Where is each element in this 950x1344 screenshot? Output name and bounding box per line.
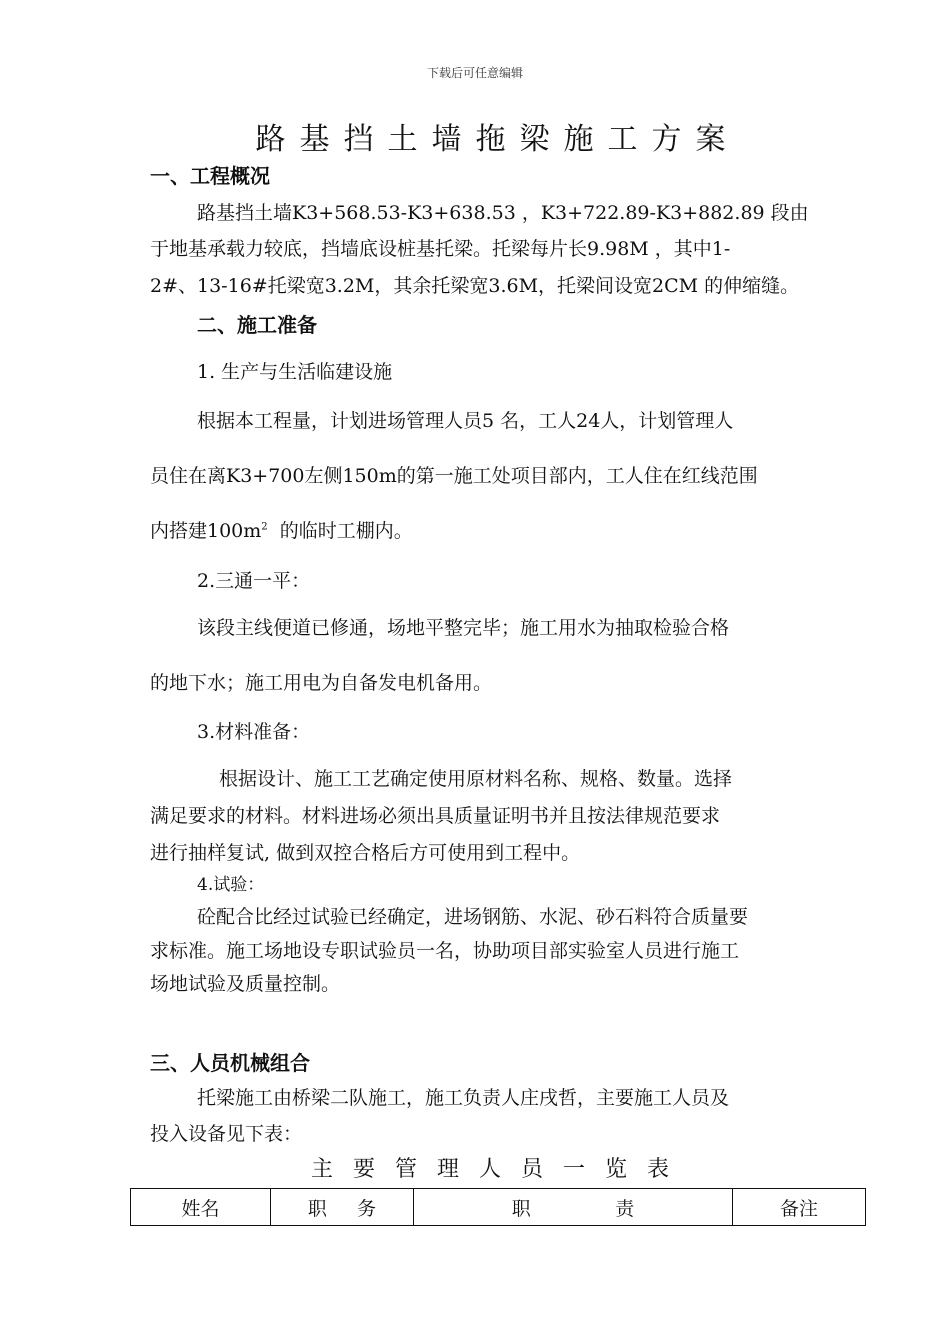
item-3-title: 3.材料准备：	[197, 721, 311, 743]
paragraph-line: 路基挡土墙K3+568.53-K3+638.53 ，K3+722.89-K3+882.89 段由	[197, 202, 809, 224]
paragraph-line: 进行抽样复试, 做到双控合格后方可使用到工程中。	[150, 842, 581, 864]
header-cell-position: 职 务	[271, 1189, 414, 1226]
header-cell-remarks: 备注	[733, 1189, 866, 1226]
text: 的临时工棚内。	[267, 520, 413, 542]
paragraph-line: 于地基承载力较底，挡墙底设桩基托梁。托梁每片长9.98M ，其中1-	[150, 238, 731, 260]
section-3-heading: 三、人员机械组合	[150, 1051, 310, 1075]
paragraph-line: 的地下水；施工用电为自备发电机备用。	[150, 672, 493, 694]
document-title: 路基挡土墙拖梁施工方案	[255, 122, 740, 157]
header-cell-duty: 职 责	[414, 1189, 733, 1226]
header-cell-name: 姓名	[131, 1189, 271, 1226]
section-1-heading: 一、工程概况	[150, 164, 270, 188]
paragraph-line: 根据本工程量，计划进场管理人员5 名，工人24人，计划管理人	[197, 410, 734, 432]
paragraph-line: 根据设计、施工工艺确定使用原材料名称、规格、数量。选择	[219, 768, 733, 790]
area-text: 内搭建100m	[150, 520, 262, 542]
paragraph-line: 求标准。施工场地设专职试验员一名，协助项目部实验室人员进行施工	[150, 940, 740, 962]
item-1-title: 1. 生产与生活临建设施	[197, 361, 393, 383]
paragraph-line: 托梁施工由桥梁二队施工，施工负责人庄戌哲，主要施工人员及	[197, 1087, 730, 1109]
paragraph-line: 该段主线便道已修通，场地平整完毕；施工用水为抽取检验合格	[197, 617, 730, 639]
paragraph-line: 砼配合比经过试验已经确定，进场钢筋、水泥、砂石料符合质量要	[197, 906, 749, 928]
table-header-row	[131, 1189, 866, 1226]
superscript: 2	[261, 521, 268, 533]
paragraph-line: 2#、13-16#托梁宽3.2M，其余托梁宽3.6M，托梁间设宽2CM 的伸缩缝。	[150, 275, 800, 297]
paragraph-line: 满足要求的材料。材料进场必须出具质量证明书并且按法律规范要求	[150, 805, 721, 827]
paragraph-line	[150, 516, 413, 543]
paragraph-line: 投入设备见下表：	[150, 1123, 303, 1145]
item-2-title: 2.三通一平：	[197, 570, 311, 592]
section-2-heading: 二、施工准备	[197, 313, 317, 337]
paragraph-line: 场地试验及质量控制。	[150, 973, 341, 995]
paragraph-line: 员住在离K3+700左侧150m的第一施工处项目部内，工人住在红线范围	[150, 465, 758, 487]
header-note: 下载后可任意编辑	[426, 66, 523, 80]
item-4-title: 4.试验：	[197, 875, 265, 895]
table-caption: 主要管理人员一览表	[310, 1157, 689, 1182]
staff-table	[130, 1188, 866, 1226]
